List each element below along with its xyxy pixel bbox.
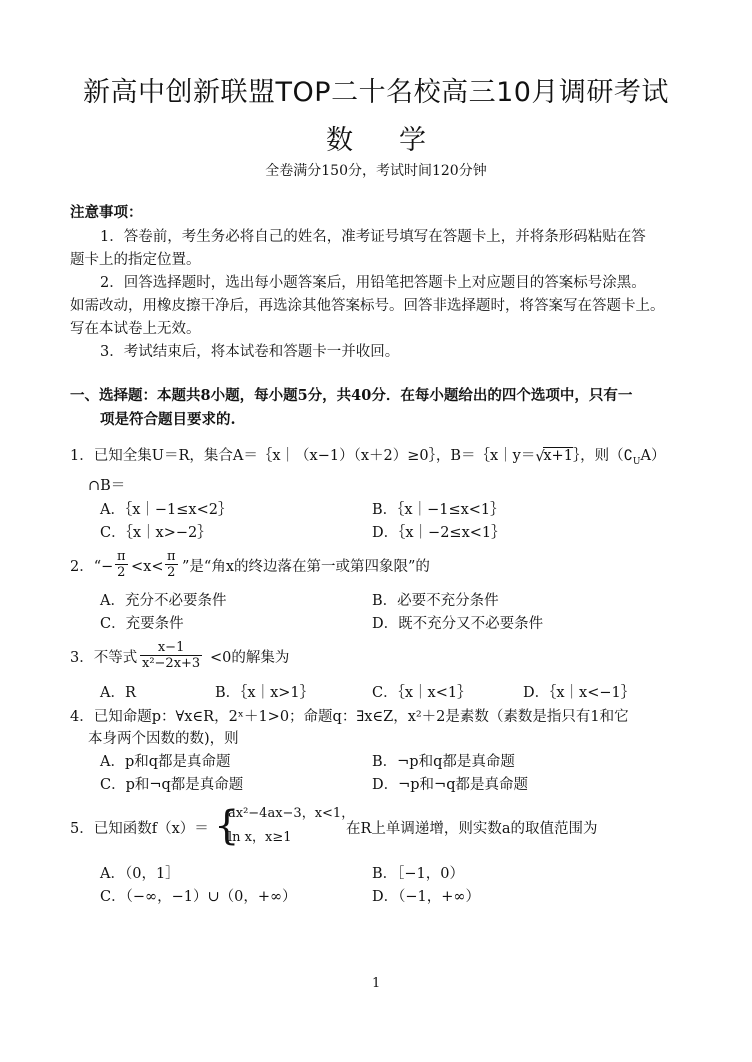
q5-option-d: D．（−1，+∞） [372,889,480,905]
q2-mid: <x< [131,559,164,575]
q1-sqrt-radicand: x+1 [543,448,573,464]
q2-option-c: C．充要条件 [100,616,184,632]
q3-prefix: 3．不等式 [70,650,138,666]
q2-fraction-2 [165,549,178,580]
q3-fraction-num: x−1 [140,640,202,656]
q1-option-c: C．｛x｜x>−2｝ [100,525,212,541]
q3-option-d: D．｛x｜x<−1｝ [523,685,636,701]
q2-suffix: ”是“角x的终边落在第一或第四象限”的 [182,559,430,575]
section-heading-line-1: 一、选择题：本题共8小题，每小题5分，共40分．在每小题给出的四个选项中，只有一 [70,387,633,404]
q1-sqrt [535,448,573,464]
q5-suffix: 在R上单调递增，则实数a的取值范围为 [346,821,598,837]
q1-stem-b: ｝，则（∁ [572,448,633,464]
note-3: 3．考试结束后，将本试卷和答题卡一并收回。 [100,344,400,360]
q5-prefix: 5．已知函数f（x）＝ [70,821,209,837]
q2-fraction-2-den: 2 [167,565,176,580]
exam-title: 新高中创新联盟TOP二十名校高三10月调研考试 [83,77,669,108]
q1-option-d: D．｛x｜−2≤x<1｝ [372,525,506,541]
q2-option-d: D．既不充分又不必要条件 [372,616,544,632]
q4-option-d: D．¬p和¬q都是真命题 [372,777,528,793]
q2-option-a: A．充分不必要条件 [100,593,227,609]
q3-suffix: <0的解集为 [210,650,290,666]
q5-case-2: ln x，x≥1 [228,830,292,845]
sqrt-sign-icon: √ [535,449,545,465]
q3-fraction [140,640,202,671]
q1-complement-sub: U [632,456,641,467]
q5-brace-icon: { [214,803,240,849]
q4-option-a: A．p和q都是真命题 [100,754,231,770]
note-1-line-2: 题卡上的指定位置。 [70,252,201,268]
q3-fraction-den: x²−2x+3 [142,656,201,671]
q2-fraction-1-num: π [117,549,126,564]
q5-option-b: B．［−1，0） [372,866,465,882]
q3-option-b: B．｛x｜x>1｝ [215,685,315,701]
q4-option-b: B．¬p和q都是真命题 [372,754,515,770]
section-heading-line-2: 项是符合题目要求的. [100,411,236,428]
note-2-line-2: 如需改动，用橡皮擦干净后，再选涂其他答案标号。回答非选择题时，将答案写在答题卡上。 [70,298,665,314]
q2-option-b: B．必要不充分条件 [372,593,499,609]
scoring-info: 全卷满分150分，考试时间120分钟 [265,163,487,179]
q2-fraction-1-den: 2 [117,565,126,580]
q1-stem-line-2: ∩B＝ [88,478,126,494]
q5-option-c: C．（−∞，−1）∪（0，+∞） [100,889,297,905]
q3-option-a: A．R [100,685,136,701]
q4-option-c: C．p和¬q都是真命题 [100,777,244,793]
q2-prefix: 2．“− [70,559,114,575]
subject-title: 数学 [326,125,472,156]
note-2-line-3: 写在本试卷上无效。 [70,321,201,337]
q1-option-a: A．｛x｜−1≤x<2｝ [100,502,233,518]
q5-case-1: ax²−4ax−3，x<1， [228,806,355,821]
q5-option-a: A．（0，1］ [100,866,180,882]
q3-option-c: C．｛x｜x<1｝ [372,685,472,701]
q4-stem-line-1: 4．已知命题p：∀x∈R，2ˣ＋1>0；命题q：∃x∈Z，x²＋2是素数（素数是指只有1和它 [70,709,629,725]
note-2-line-1: 2．回答选择题时，选出每小题答案后，用铅笔把答题卡上对应题目的答案标号涂黑。 [100,275,646,291]
q4-stem-line-2: 本身两个因数的数)，则 [88,731,239,747]
q1-stem-c: A） [640,448,666,464]
q2-fraction-1 [115,549,128,580]
page-number: 1 [372,976,381,991]
q1-stem-a: 1．已知全集U＝R，集合A＝｛x｜（x−1）（x＋2）≥0｝，B＝｛x｜y＝ [70,448,536,464]
q2-fraction-2-num: π [167,549,176,564]
notes-heading: 注意事项： [70,204,143,221]
q1-option-b: B．｛x｜−1≤x<1｝ [372,502,505,518]
note-1-line-1: 1．答卷前，考生务必将自己的姓名，准考证号填写在答题卡上，并将条形码粘贴在答 [100,229,646,245]
q1-stem [70,446,666,472]
